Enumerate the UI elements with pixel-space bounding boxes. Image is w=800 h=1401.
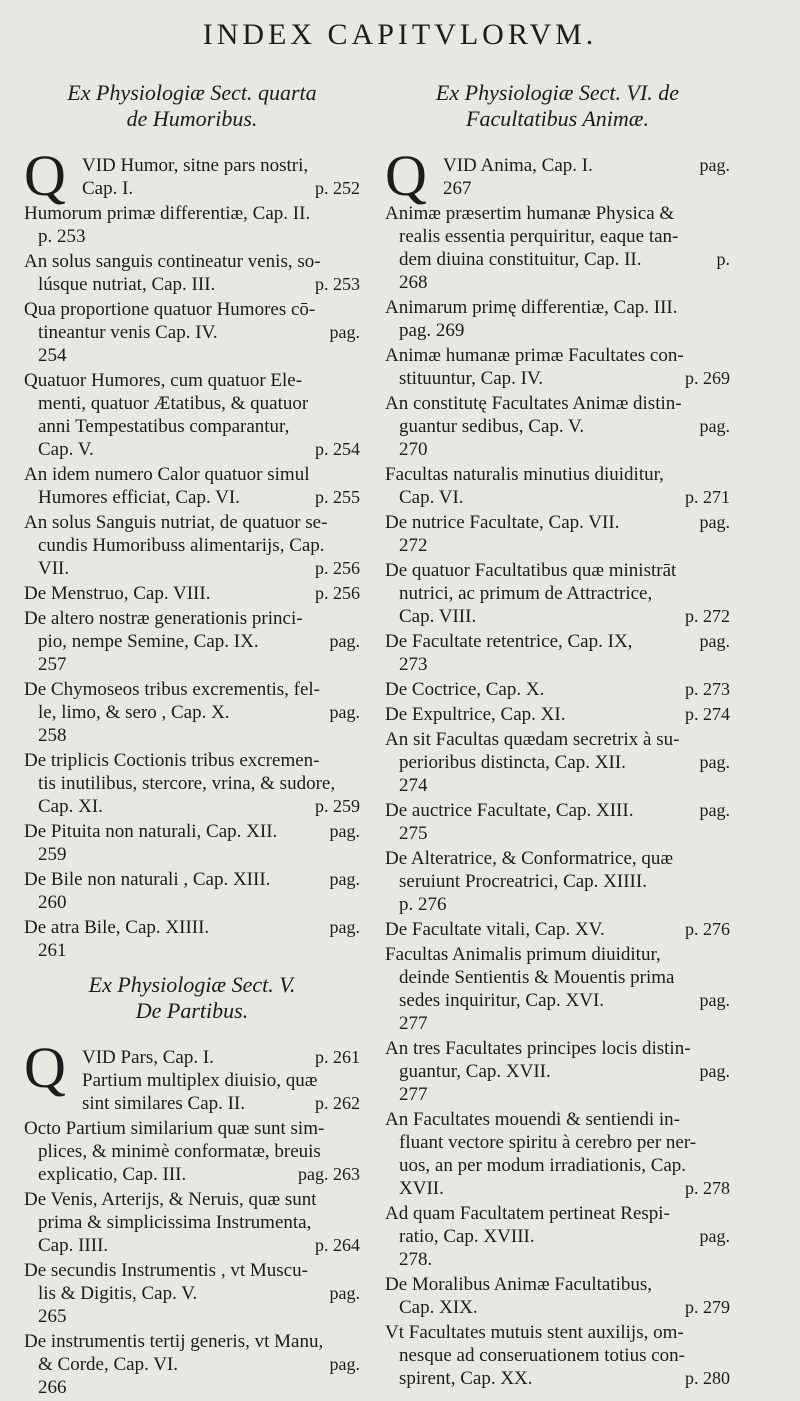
chapter-line [385, 847, 730, 870]
chapter-entry [24, 1188, 360, 1257]
chapter-line [24, 177, 360, 200]
chapter-line [385, 463, 730, 486]
chapter-text: De nutrice Facultate, Cap. VII. [385, 512, 620, 533]
chapter-line [24, 392, 360, 415]
page-reference: p. 279 [685, 1297, 730, 1317]
chapter-list [24, 1035, 360, 1399]
section-heading-line: de Humoribus. [126, 106, 258, 131]
chapter-text: De auctrice Facultate, Cap. XIII. [385, 800, 634, 821]
chapter-line [385, 1202, 730, 1225]
chapter-text: Quatuor Humores, cum quatuor Ele- [24, 370, 303, 391]
chapter-text: 275 [399, 823, 428, 844]
page-reference: p. 269 [685, 368, 730, 388]
section-heading [385, 80, 730, 132]
chapter-text: pag. 269 [399, 320, 465, 341]
chapter-line [24, 749, 360, 772]
page-reference: p. 259 [315, 796, 360, 816]
chapter-text: realis essentia perquiritur, eaque tan- [399, 226, 679, 247]
chapter-line [385, 559, 730, 582]
chapter-text: Animarum primę differentiæ, Cap. III. [385, 297, 678, 318]
chapter-line [385, 415, 730, 438]
page-reference: pag. [329, 917, 360, 937]
chapter-text: spirent, Cap. XX. [399, 1368, 533, 1389]
page-reference: p. 280 [685, 1368, 730, 1388]
chapter-line [385, 486, 730, 509]
chapter-text: 254 [38, 345, 67, 366]
chapter-text: De Facultate retentrice, Cap. IX, [385, 631, 633, 652]
chapter-line [24, 678, 360, 701]
chapter-list [24, 143, 360, 962]
chapter-line [24, 344, 360, 367]
chapter-line [385, 1060, 730, 1083]
chapter-text: Vt Facultates mutuis stent auxilijs, om- [385, 1322, 684, 1343]
chapter-line [385, 1037, 730, 1060]
chapter-text: Animæ humanæ primæ Facultates con- [385, 345, 684, 366]
chapter-line [385, 678, 730, 701]
chapter-entry [24, 749, 360, 818]
chapter-text: 277 [399, 1084, 428, 1105]
chapter-line [24, 1092, 360, 1115]
chapter-text: De triplicis Coctionis tribus excremen- [24, 750, 320, 771]
chapter-text: De Coctrice, Cap. X. [385, 679, 545, 700]
chapter-line [24, 369, 360, 392]
chapter-line [24, 250, 360, 273]
chapter-entry [385, 918, 730, 941]
chapter-line [385, 344, 730, 367]
chapter-entry [385, 1108, 730, 1200]
page-reference: p. 273 [685, 679, 730, 699]
page-reference: pag. 263 [298, 1164, 360, 1184]
chapter-line [385, 605, 730, 628]
chapter-entry [24, 678, 360, 747]
chapter-text: prima & simplicissima Instrumenta, [38, 1212, 312, 1233]
chapter-text: tineantur venis Cap. IV. [38, 322, 218, 343]
chapter-line [385, 728, 730, 751]
chapter-line [24, 1163, 360, 1186]
chapter-entry [385, 1202, 730, 1271]
page-reference: p. 272 [685, 606, 730, 626]
chapter-text: 260 [38, 892, 67, 913]
chapter-text: VID Humor, sitne pars nostri, [82, 155, 309, 176]
chapter-text: 257 [38, 654, 67, 675]
chapter-line [385, 225, 730, 248]
chapter-entry [24, 868, 360, 914]
chapter-line [24, 868, 360, 891]
chapter-line [24, 557, 360, 580]
chapter-entry [24, 1035, 360, 1115]
page-reference: pag. [699, 155, 730, 175]
chapter-text: lúsque nutriat, Cap. III. [38, 274, 216, 295]
page-reference: p. 254 [315, 439, 360, 459]
chapter-text: De Venis, Arterijs, & Neruis, quæ sunt [24, 1189, 317, 1210]
chapter-text: sint similares Cap. II. [82, 1093, 246, 1114]
chapter-entry [24, 820, 360, 866]
chapter-text: guantur, Cap. XVII. [399, 1061, 551, 1082]
chapter-line [385, 1321, 730, 1344]
chapter-list [385, 143, 730, 1390]
chapter-text: 272 [399, 535, 428, 556]
chapter-entry [24, 1330, 360, 1399]
page-reference: pag. [699, 1226, 730, 1246]
chapter-line [385, 319, 730, 342]
chapter-entry [24, 607, 360, 676]
chapter-line [385, 1177, 730, 1200]
chapter-line [24, 415, 360, 438]
chapter-line [24, 1046, 360, 1069]
chapter-line [24, 438, 360, 461]
chapter-text: 259 [38, 844, 67, 865]
chapter-text: Cap. XI. [38, 796, 103, 817]
section-heading-line: De Partibus. [135, 998, 249, 1023]
chapter-text: De Expultrice, Cap. XI. [385, 704, 566, 725]
chapter-line [385, 1248, 730, 1271]
page-reference: pag. [699, 1061, 730, 1081]
chapter-line [385, 202, 730, 225]
chapter-text: De atra Bile, Cap. XIIII. [24, 917, 210, 938]
chapter-text: An solus sanguis contineatur venis, so- [24, 251, 321, 272]
chapter-entry [385, 943, 730, 1035]
chapter-entry [24, 250, 360, 296]
chapter-entry [385, 703, 730, 726]
chapter-entry [24, 143, 360, 208]
chapter-text: 267 [443, 178, 472, 199]
chapter-text: 270 [399, 439, 428, 460]
chapter-text: stituuntur, Cap. IV. [399, 368, 544, 389]
page-reference: p. 262 [315, 1093, 360, 1113]
chapter-text: De quatuor Facultatibus quæ ministrāt [385, 560, 677, 581]
chapter-text: & Corde, Cap. VI. [38, 1354, 179, 1375]
chapter-text: 278. [399, 1249, 433, 1270]
chapter-line [24, 582, 360, 605]
right-column [385, 80, 730, 1392]
chapter-text: Cap. IIII. [38, 1235, 109, 1256]
chapter-line [385, 1083, 730, 1106]
page-reference: p. 253 [315, 274, 360, 294]
section-heading-line: Ex Physiologiæ Sect. quarta [67, 80, 317, 105]
chapter-text: VII. [38, 558, 70, 579]
chapter-line [385, 154, 730, 177]
chapter-text: Cap. I. [82, 178, 134, 199]
chapter-text: fluant vectore spiritu à cerebro per ner- [399, 1132, 697, 1153]
chapter-entry [385, 1321, 730, 1390]
chapter-line [385, 1154, 730, 1177]
chapter-text: An solus Sanguis nutriat, de quatuor se- [24, 512, 328, 533]
chapter-text: De Pituita non naturali, Cap. XII. [24, 821, 278, 842]
chapter-text: De Alteratrice, & Conformatrice, quæ [385, 848, 674, 869]
chapter-line [385, 893, 730, 916]
chapter-line [385, 1344, 730, 1367]
chapter-entry [385, 143, 730, 208]
chapter-text: 261 [38, 940, 67, 961]
chapter-line [385, 296, 730, 319]
chapter-line [24, 820, 360, 843]
chapter-line [24, 486, 360, 509]
chapter-entry [385, 511, 730, 557]
chapter-line [24, 298, 360, 321]
chapter-line [24, 916, 360, 939]
page-reference: p. 261 [315, 1047, 360, 1067]
chapter-line [385, 630, 730, 653]
left-column [24, 80, 360, 1401]
chapter-text: tis inutilibus, stercore, vrina, & sudore, [38, 773, 336, 794]
chapter-text: deinde Sentientis & Mouentis prima [399, 967, 675, 988]
chapter-text: nesque ad conseruationem totius con- [399, 1345, 685, 1366]
chapter-text: seruiunt Procreatrici, Cap. XIIII. [399, 871, 647, 892]
chapter-line [385, 392, 730, 415]
chapter-line [24, 939, 360, 962]
chapter-entry [385, 559, 730, 628]
page-reference: pag. [699, 752, 730, 772]
chapter-entry [385, 1037, 730, 1106]
chapter-line [24, 891, 360, 914]
chapter-line [24, 772, 360, 795]
chapter-text: Facultas naturalis minutius diuiditur, [385, 464, 664, 485]
chapter-text: Cap. XIX. [399, 1297, 478, 1318]
page-reference: pag. [329, 702, 360, 722]
chapter-entry [24, 202, 360, 248]
chapter-text: VID Pars, Cap. I. [82, 1047, 214, 1068]
drop-cap-letter: Q [385, 143, 427, 208]
chapter-line [24, 795, 360, 818]
chapter-line [385, 367, 730, 390]
chapter-line [385, 1131, 730, 1154]
chapter-text: uos, an per modum irradiationis, Cap. [399, 1155, 687, 1176]
chapter-text: De instrumentis tertij generis, vt Manu, [24, 1331, 324, 1352]
chapter-line [385, 1108, 730, 1131]
chapter-entry [385, 463, 730, 509]
chapter-line [385, 511, 730, 534]
chapter-text: 274 [399, 775, 428, 796]
page-reference: pag. [699, 800, 730, 820]
chapter-text: ratio, Cap. XVIII. [399, 1226, 535, 1247]
chapter-line [24, 1282, 360, 1305]
chapter-line [24, 273, 360, 296]
chapter-line [24, 534, 360, 557]
drop-cap-letter: Q [24, 143, 66, 208]
chapter-line [385, 177, 730, 200]
chapter-entry [385, 678, 730, 701]
chapter-text: De Chymoseos tribus excrementis, fel- [24, 679, 321, 700]
page-reference: p. 276 [685, 919, 730, 939]
chapter-text: guantur sedibus, Cap. V. [399, 416, 585, 437]
page-reference: p. 274 [685, 704, 730, 724]
chapter-text: cundis Humoribuss alimentarijs, Cap. [38, 535, 325, 556]
page-reference: pag. [329, 869, 360, 889]
chapter-text: 268 [399, 272, 428, 293]
chapter-entry [24, 511, 360, 580]
chapter-line [24, 463, 360, 486]
page-reference: pag. [699, 631, 730, 651]
chapter-text: explicatio, Cap. III. [38, 1164, 187, 1185]
chapter-text: Cap. VIII. [399, 606, 477, 627]
chapter-line [24, 843, 360, 866]
chapter-line [385, 1296, 730, 1319]
chapter-text: menti, quatuor Ætatibus, & quatuor [38, 393, 309, 414]
chapter-line [385, 1273, 730, 1296]
page-reference: pag. [329, 1283, 360, 1303]
chapter-entry [24, 298, 360, 367]
chapter-entry [24, 1259, 360, 1328]
chapter-entry [385, 799, 730, 845]
chapter-line [385, 703, 730, 726]
chapter-text: An Facultates mouendi & sentiendi in- [385, 1109, 680, 1130]
chapter-text: lis & Digitis, Cap. V. [38, 1283, 198, 1304]
chapter-text: dem diuina constituitur, Cap. II. [399, 249, 642, 270]
chapter-entry [24, 916, 360, 962]
chapter-line [385, 966, 730, 989]
chapter-line [24, 321, 360, 344]
drop-cap-letter: Q [24, 1035, 66, 1100]
page-reference: pag. [329, 821, 360, 841]
chapter-line [385, 751, 730, 774]
chapter-line [24, 154, 360, 177]
page-reference: pag. [329, 1354, 360, 1374]
chapter-text: p. 276 [399, 894, 447, 915]
chapter-line [385, 582, 730, 605]
chapter-line [24, 1259, 360, 1282]
page-reference: p. 271 [685, 487, 730, 507]
chapter-entry [385, 1273, 730, 1319]
chapter-line [24, 1069, 360, 1092]
chapter-line [24, 1376, 360, 1399]
chapter-entry [385, 630, 730, 676]
chapter-line [385, 943, 730, 966]
chapter-entry [385, 202, 730, 294]
chapter-text: VID Anima, Cap. I. [443, 155, 593, 176]
chapter-text: De secundis Instrumentis , vt Muscu- [24, 1260, 308, 1281]
chapter-line [385, 1367, 730, 1390]
chapter-text: sedes inquiritur, Cap. XVI. [399, 990, 605, 1011]
chapter-text: Qua proportione quatuor Humores cō- [24, 299, 316, 320]
section-heading [24, 972, 360, 1024]
page-reference: p. 264 [315, 1235, 360, 1255]
chapter-text: De Bile non naturali , Cap. XIII. [24, 869, 271, 890]
chapter-text: Animæ præsertim humanæ Physica & [385, 203, 675, 224]
chapter-line [24, 607, 360, 630]
section-heading-line: Ex Physiologiæ Sect. V. [88, 972, 296, 997]
chapter-text: Partium multiplex diuisio, quæ [82, 1070, 318, 1091]
chapter-text: Humorum primæ differentiæ, Cap. II. [24, 203, 311, 224]
chapter-entry [385, 296, 730, 342]
page-title: INDEX CAPITVLORVM. [202, 18, 598, 51]
chapter-entry [385, 392, 730, 461]
chapter-line [24, 630, 360, 653]
page-reference: p. [716, 249, 730, 269]
chapter-line [24, 202, 360, 225]
chapter-line [385, 534, 730, 557]
chapter-line [385, 870, 730, 893]
chapter-text: 277 [399, 1013, 428, 1034]
chapter-line [24, 1188, 360, 1211]
section-heading-line: Facultatibus Animæ. [466, 106, 649, 131]
page-reference: pag. [329, 631, 360, 651]
chapter-text: Octo Partium similarium quæ sunt sim- [24, 1118, 325, 1139]
chapter-line [24, 724, 360, 747]
chapter-line [385, 1225, 730, 1248]
chapter-line [24, 225, 360, 248]
chapter-text: anni Tempestatibus comparantur, [38, 416, 290, 437]
chapter-line [24, 1140, 360, 1163]
chapter-entry [385, 847, 730, 916]
page-reference: pag. [329, 322, 360, 342]
chapter-line [385, 989, 730, 1012]
chapter-text: plices, & minimè conformatæ, breuis [38, 1141, 321, 1162]
chapter-line [24, 1353, 360, 1376]
chapter-text: Cap. V. [38, 439, 94, 460]
chapter-text: De Moralibus Animæ Facultatibus, [385, 1274, 653, 1295]
chapter-line [385, 438, 730, 461]
chapter-line [385, 822, 730, 845]
section-heading-line: Ex Physiologiæ Sect. VI. de [435, 80, 680, 105]
chapter-entry [24, 463, 360, 509]
chapter-text: 273 [399, 654, 428, 675]
chapter-entry [385, 728, 730, 797]
chapter-text: An sit Facultas quædam secretrix à su- [385, 729, 680, 750]
chapter-line [385, 271, 730, 294]
page-reference: p. 278 [685, 1178, 730, 1198]
page-reference: pag. [699, 990, 730, 1010]
page-reference: p. 256 [315, 583, 360, 603]
chapter-text: XVII. [399, 1178, 444, 1199]
chapter-entry [24, 1117, 360, 1186]
section-heading [24, 80, 360, 132]
chapter-text: nutrici, ac primum de Attractrice, [399, 583, 653, 604]
chapter-text: Ad quam Facultatem pertineat Respi- [385, 1203, 670, 1224]
chapter-line [385, 248, 730, 271]
chapter-text: le, limo, & sero , Cap. X. [38, 702, 230, 723]
page-reference: p. 252 [315, 178, 360, 198]
page-reference: p. 256 [315, 558, 360, 578]
chapter-text: De Facultate vitali, Cap. XV. [385, 919, 605, 940]
chapter-text: An idem numero Calor quatuor simul [24, 464, 310, 485]
chapter-line [385, 1012, 730, 1035]
chapter-text: 265 [38, 1306, 67, 1327]
chapter-line [24, 1211, 360, 1234]
chapter-line [385, 653, 730, 676]
chapter-text: 258 [38, 725, 67, 746]
chapter-entry [24, 582, 360, 605]
chapter-line [385, 918, 730, 941]
page-reference: pag. [699, 416, 730, 436]
chapter-text: p. 253 [38, 226, 86, 247]
chapter-line [24, 701, 360, 724]
chapter-line [385, 774, 730, 797]
chapter-text: perioribus distincta, Cap. XII. [399, 752, 626, 773]
chapter-text: An constitutę Facultates Animæ distin- [385, 393, 682, 414]
chapter-text: De Menstruo, Cap. VIII. [24, 583, 211, 604]
chapter-line [24, 653, 360, 676]
chapter-line [24, 1330, 360, 1353]
chapter-entry [24, 369, 360, 461]
chapter-entry [385, 344, 730, 390]
chapter-text: De altero nostræ generationis princi- [24, 608, 303, 629]
chapter-line [24, 1234, 360, 1257]
chapter-line [385, 799, 730, 822]
chapter-text: Cap. VI. [399, 487, 464, 508]
page-reference: p. 255 [315, 487, 360, 507]
chapter-text: pio, nempe Semine, Cap. IX. [38, 631, 259, 652]
chapter-line [24, 1117, 360, 1140]
chapter-text: Facultas Animalis primum diuiditur, [385, 944, 661, 965]
chapter-text: An tres Facultates principes locis distin- [385, 1038, 691, 1059]
chapter-text: 266 [38, 1377, 67, 1398]
chapter-line [24, 511, 360, 534]
chapter-line [24, 1305, 360, 1328]
page-reference: pag. [699, 512, 730, 532]
chapter-text: Humores efficiat, Cap. VI. [38, 487, 240, 508]
